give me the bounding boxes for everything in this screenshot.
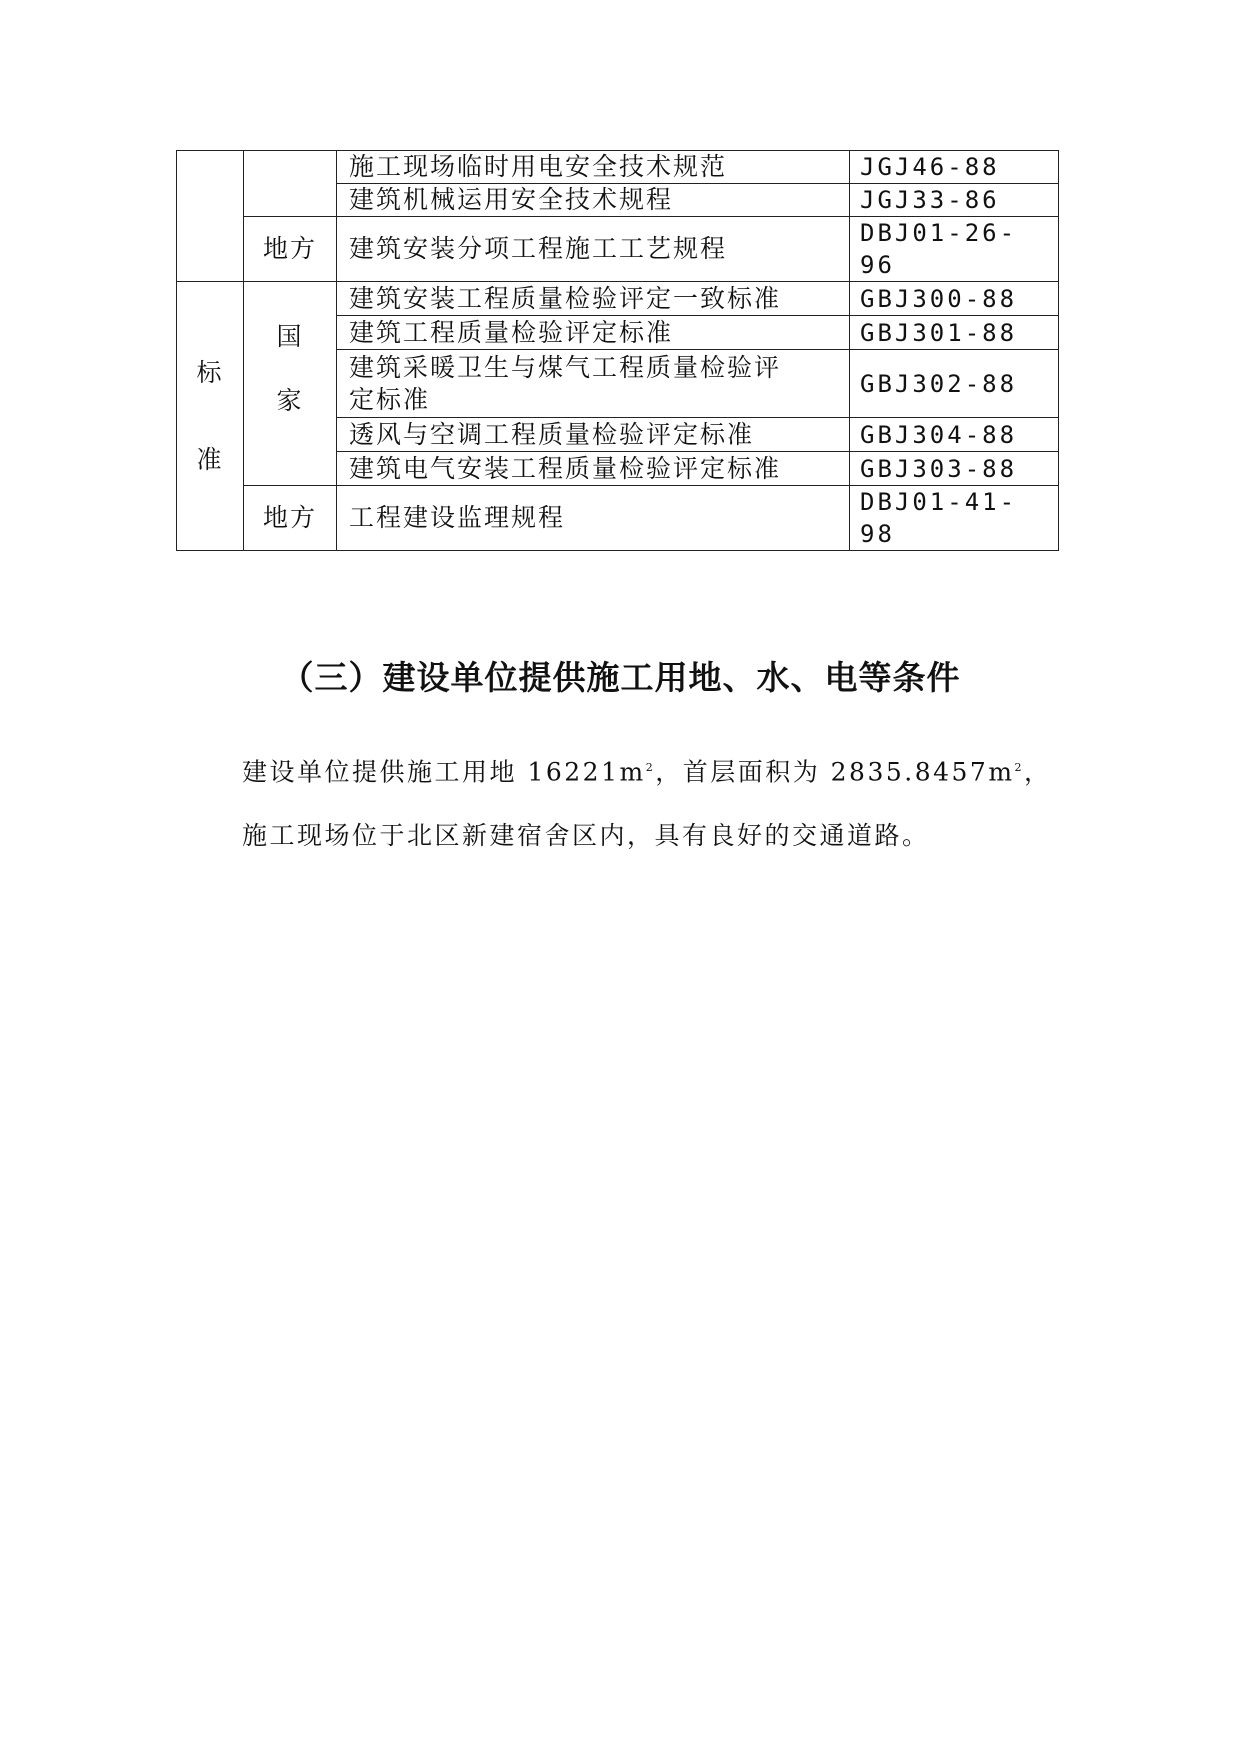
- section-heading: （三）建设单位提供施工用地、水、电等条件: [280, 658, 961, 697]
- category-char: 标: [196, 357, 224, 387]
- standard-code: GBJ300-88: [850, 282, 1059, 316]
- table-row: [177, 217, 1059, 282]
- standard-name-line: 建筑采暖卫生与煤气工程质量检验评: [349, 352, 782, 382]
- paragraph-text: ，首层面积为 2835.8457m: [655, 757, 1015, 787]
- superscript: 2: [1014, 761, 1025, 774]
- table-row: [177, 486, 1059, 551]
- standard-code: JGJ33-86: [850, 184, 1059, 217]
- subcategory-char: 家: [276, 385, 304, 415]
- standard-code: GBJ302-88: [850, 350, 1059, 418]
- category-char: 准: [196, 444, 224, 474]
- paragraph-text: ，施工现场位于北区新建宿舍区内，具有良好的交通道路。: [242, 757, 1052, 851]
- standard-name: 建筑工程质量检验评定标准: [337, 316, 850, 350]
- subcategory-local: 地方: [244, 217, 337, 282]
- table-row: [177, 282, 1059, 316]
- category-standard: [177, 282, 244, 551]
- superscript: 2: [645, 761, 656, 774]
- standards-table: [176, 150, 1059, 551]
- category-cell-empty: [177, 151, 244, 282]
- standard-name: 建筑机械运用安全技术规程: [337, 184, 850, 217]
- standard-code: GBJ303-88: [850, 452, 1059, 486]
- subcategory-cell-empty: [244, 151, 337, 217]
- subcategory-local: 地方: [244, 486, 337, 551]
- site-conditions-paragraph: [242, 736, 1062, 868]
- subcategory-national: [244, 282, 337, 486]
- standard-name-line: 定标准: [349, 384, 431, 414]
- standard-code: GBJ304-88: [850, 418, 1059, 452]
- standard-code: DBJ01-26-96: [850, 217, 1059, 282]
- table-row: [177, 151, 1059, 184]
- subcategory-char: 国: [276, 321, 304, 351]
- standard-name: 透风与空调工程质量检验评定标准: [337, 418, 850, 452]
- standard-code: GBJ301-88: [850, 316, 1059, 350]
- paragraph-text: 建设单位提供施工用地 16221m: [242, 757, 646, 787]
- standard-name: 工程建设监理规程: [337, 486, 850, 551]
- standard-name: 施工现场临时用电安全技术规范: [337, 151, 850, 184]
- standard-name: 建筑安装工程质量检验评定一致标准: [337, 282, 850, 316]
- standard-code: JGJ46-88: [850, 151, 1059, 184]
- standard-name: 建筑电气安装工程质量检验评定标准: [337, 452, 850, 486]
- standard-code: DBJ01-41-98: [850, 486, 1059, 551]
- standard-name: 建筑安装分项工程施工工艺规程: [337, 217, 850, 282]
- standard-name: [337, 350, 850, 418]
